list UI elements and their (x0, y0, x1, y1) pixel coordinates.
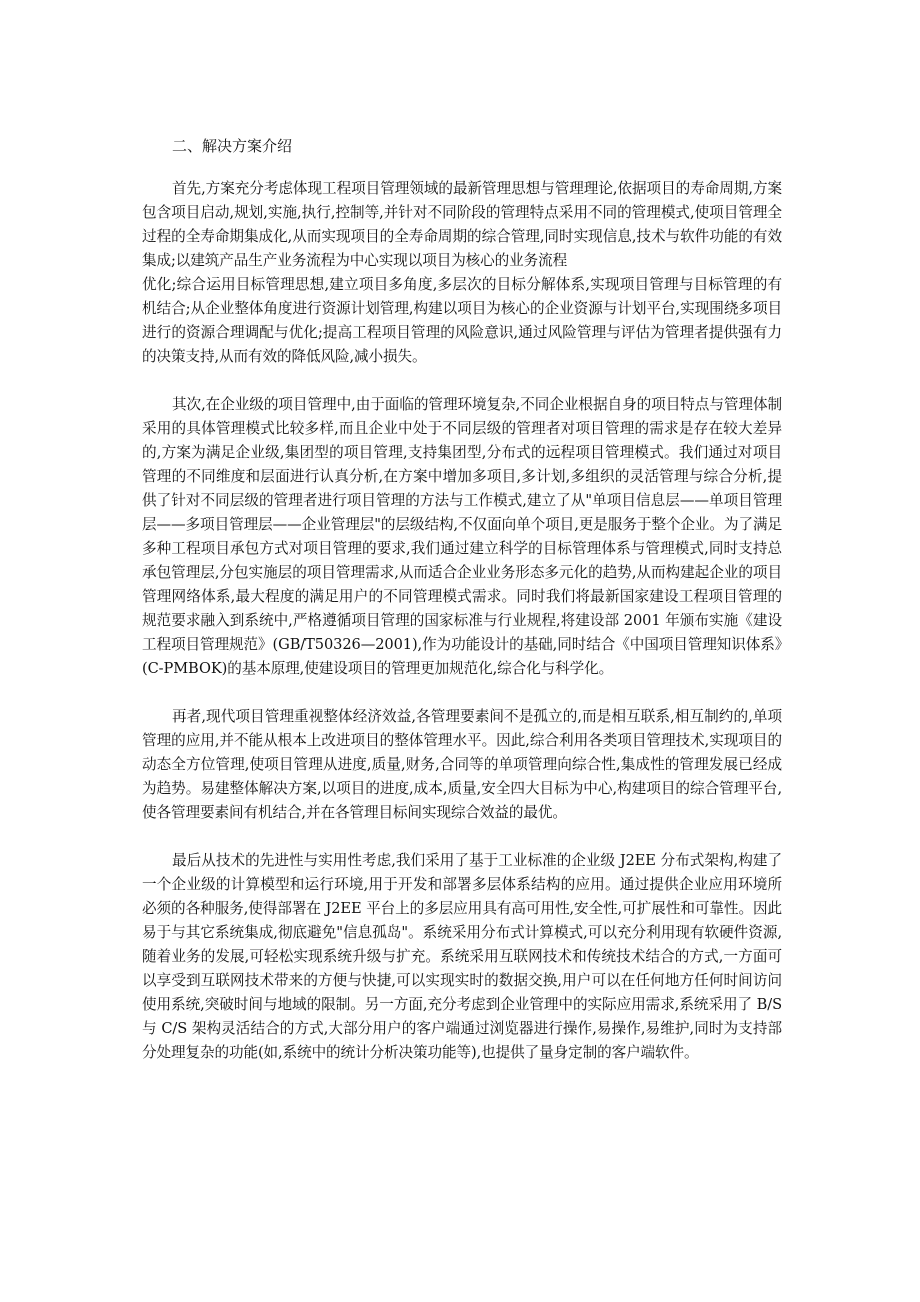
paragraph-first-continued: 优化;综合运用目标管理思想,建立项目多角度,多层次的目标分解体系,实现项目管理与目标管理的有机结合;从企业整体角度进行资源计划管理,构建以项目为核心的企业资源与计划平台,实现围绕多项目进行的资源合理调配与优化;提高工程项目管理的风险意识,通过风险管理与评估为管理者提供强有力的决策支持,从而有效的降低风险,减小损失。 (142, 276, 782, 365)
document-page (142, 134, 782, 1089)
paragraph-second: 其次,在企业级的项目管理中,由于面临的管理环境复杂,不同企业根据自身的项目特点与管理体制采用的具体管理模式比较多样,而且企业中处于不同层级的管理者对项目管理的需求是存在较大差异的,方案为满足企业级,集团型的项目管理,支持集团型,分布式的远程项目管理模式。我们通过对项目管理的不同维度和层面进行认真分析,在方案中增加多项目,多计划,多组织的灵活管理与综合分析,提供了针对不同层级的管理者进行项目管理的方法与工作模式,建立了从"单项目信息层——单项目管理层——多项目管理层——企业管理层"的层级结构,不仅面向单个项目,更是服务于整个企业。为了满足多种工程项目承包方式对项目管理的要求,我们通过建立科学的目标管理体系与管理模式,同时支持总承包管理层,分包实施层的项目管理需求,从而适合企业业务形态多元化的趋势,从而构建起企业的项目管理网络体系,最大程度的满足用户的不同管理模式需求。同时我们将最新国家建设工程项目管理的规范要求融入到系统中,严格遵循项目管理的国家标准与行业规程,将建设部 2001 年颁布实施《建设工程项目管理规范》(GB/T50326—2001),作为功能设计的基础,同时结合《中国项目管理知识体系》(C-PMBOK)的基本原理,使建设项目的管理更加规范化,综合化与科学化。 (142, 396, 782, 677)
paragraph-fourth: 最后从技术的先进性与实用性考虑,我们采用了基于工业标准的企业级 J2EE 分布式架构,构建了一个企业级的计算模型和运行环境,用于开发和部署多层体系结构的应用。通过提供企业应用环境所必须的各种服务,使得部署在 J2EE 平台上的多层应用具有高可用性,安全性,可扩展性和可靠性。因此易于与其它系统集成,彻底避免"信息孤岛"。系统采用分布式计算模式,可以充分利用现有软硬件资源,随着业务的发展,可轻松实现系统升级与扩充。系统采用互联网技术和传统技术结合的方式,一方面可以享受到互联网技术带来的方便与快捷,可以实现实时的数据交换,用户可以在任何地方任何时间访问使用系统,突破时间与地域的限制。另一方面,充分考虑到企业管理中的实际应用需求,系统采用了 B/S 与 C/S 架构灵活结合的方式,大部分用户的客户端通过浏览器进行操作,易操作,易维护,同时为支持部分处理复杂的功能(如,系统中的统计分析决策功能等),也提供了量身定制的客户端软件。 (142, 852, 782, 1061)
section-heading: 二、解决方案介绍 (172, 137, 293, 155)
paragraph-first: 首先,方案充分考虑体现工程项目管理领域的最新管理思想与管理理论,依据项目的寿命周期,方案包含项目启动,规划,实施,执行,控制等,并针对不同阶段的管理特点采用不同的管理模式,使项目管理全过程的全寿命期集成化,从而实现项目的全寿命周期的综合管理,同时实现信息,技术与软件功能的有效集成;以建筑产品生产业务流程为中心实现以项目为核心的业务流程 (142, 180, 782, 269)
paragraph-third: 再者,现代项目管理重视整体经济效益,各管理要素间不是孤立的,而是相互联系,相互制约的,单项管理的应用,并不能从根本上改进项目的整体管理水平。因此,综合利用各类项目管理技术,实现项目的动态全方位管理,使项目管理从进度,质量,财务,合同等的单项管理向综合性,集成性的管理发展已经成为趋势。易建整体解决方案,以项目的进度,成本,质量,安全四大目标为中心,构建项目的综合管理平台,使各管理要素间有机结合,并在各管理目标间实现综合效益的最优。 (142, 708, 782, 821)
